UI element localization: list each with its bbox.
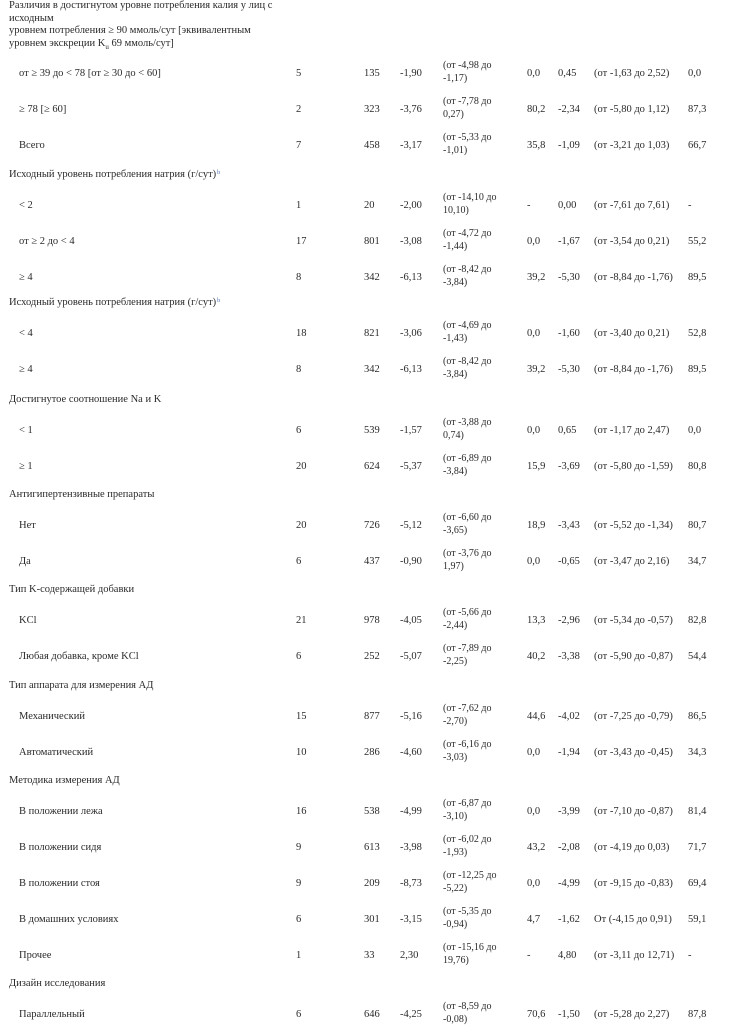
effect-value: 0,45: [558, 68, 577, 79]
studies-count: 1: [296, 950, 302, 961]
row-label: Параллельный: [19, 1009, 85, 1020]
mean-difference: -2,00: [400, 200, 422, 211]
ci-line: -3,84): [443, 465, 468, 477]
ci-line: (от -12,25 до: [443, 870, 497, 881]
last-value: 69,4: [688, 878, 707, 889]
heterogeneity-i2: 0,0: [527, 68, 541, 79]
mean-difference: -6,13: [400, 272, 422, 283]
ci-line: (от -7,89 до: [443, 643, 492, 654]
effect-value: -3,38: [558, 651, 580, 662]
last-value: 66,7: [688, 140, 707, 151]
ci-line: (от -6,87 до: [443, 798, 492, 809]
participants-count: 252: [364, 651, 380, 662]
ci-line: (от -6,16 до: [443, 739, 492, 750]
last-value: 34,3: [688, 747, 707, 758]
ci-line: (от -5,66 до: [443, 607, 492, 618]
ci-line: -3,10): [443, 810, 468, 822]
confidence-interval-2: (от -3,11 до 12,71): [594, 950, 675, 961]
last-value: -: [688, 950, 692, 961]
confidence-interval: [443, 417, 513, 442]
confidence-interval: [443, 96, 513, 121]
row-label: В домашних условиях: [19, 914, 119, 925]
ci-line: (от -4,72 до: [443, 228, 492, 239]
row-label: Нет: [19, 520, 36, 531]
effect-value: 0,00: [558, 200, 577, 211]
confidence-interval-2: (от -7,61 до 7,61): [594, 200, 670, 211]
effect-value: -2,96: [558, 615, 580, 626]
studies-count: 6: [296, 651, 302, 662]
row-label: < 1: [19, 425, 33, 436]
section-title: [9, 774, 120, 787]
confidence-interval-2: (от -3,40 до 0,21): [594, 328, 670, 339]
row-label: Автоматический: [19, 747, 94, 758]
effect-value: -2,34: [558, 104, 580, 115]
ci-line: (от -6,60 до: [443, 512, 492, 523]
heterogeneity-i2: 0,0: [527, 556, 541, 567]
section-title-text: Тип аппарата для измерения АД: [9, 680, 154, 691]
heterogeneity-i2: 80,2: [527, 104, 546, 115]
effect-value: -1,09: [558, 140, 580, 151]
studies-count: 21: [296, 615, 307, 626]
heterogeneity-i2: 13,3: [527, 615, 546, 626]
ci-line: -1,44): [443, 240, 468, 252]
row-label: В положении лежа: [19, 806, 103, 817]
row-label: ≥ 78 [≥ 60]: [19, 104, 67, 115]
mean-difference: -5,37: [400, 461, 422, 472]
ci-line: (от -8,42 до: [443, 356, 492, 367]
footnote-marker: b: [217, 298, 221, 304]
heterogeneity-i2: 39,2: [527, 364, 546, 375]
confidence-interval-2: (от -5,52 до -1,34): [594, 520, 673, 531]
mean-difference: -4,25: [400, 1009, 422, 1020]
row-label: < 4: [19, 328, 33, 339]
confidence-interval: [443, 60, 513, 85]
row-label: Любая добавка, кроме KCl: [19, 651, 139, 662]
effect-value: -1,62: [558, 914, 580, 925]
studies-count: 16: [296, 806, 307, 817]
participants-count: 624: [364, 461, 380, 472]
studies-count: 5: [296, 68, 302, 79]
ci-line: -1,43): [443, 332, 468, 344]
section-title: [9, 296, 220, 309]
confidence-interval: [443, 906, 513, 931]
row-label: Прочее: [19, 950, 52, 961]
mean-difference: -4,99: [400, 806, 422, 817]
table-row: [0, 226, 739, 256]
participants-count: 458: [364, 140, 380, 151]
effect-value: -3,99: [558, 806, 580, 817]
studies-count: 7: [296, 140, 302, 151]
participants-count: 437: [364, 556, 380, 567]
row-label: от ≥ 39 до < 78 [от ≥ 30 до < 60]: [19, 68, 161, 79]
heterogeneity-i2: 35,8: [527, 140, 546, 151]
confidence-interval-2: (от -5,80 до 1,12): [594, 104, 670, 115]
effect-value: -1,67: [558, 236, 580, 247]
heterogeneity-i2: 43,2: [527, 842, 546, 853]
heterogeneity-i2: -: [527, 950, 531, 961]
effect-value: 0,65: [558, 425, 577, 436]
studies-count: 10: [296, 747, 307, 758]
confidence-interval-2: (от -7,10 до -0,87): [594, 806, 673, 817]
effect-value: -0,65: [558, 556, 580, 567]
studies-count: 15: [296, 711, 307, 722]
studies-count: 8: [296, 272, 302, 283]
last-value: 82,8: [688, 615, 707, 626]
participants-count: 539: [364, 425, 380, 436]
section-title: [9, 488, 154, 501]
section-title-text: Дизайн исследования: [9, 978, 106, 989]
confidence-interval: [443, 870, 513, 895]
studies-count: 6: [296, 425, 302, 436]
mean-difference: -5,12: [400, 520, 422, 531]
confidence-interval: [443, 643, 513, 668]
effect-value: -1,94: [558, 747, 580, 758]
row-label: ≥ 4: [19, 364, 33, 375]
heterogeneity-i2: 0,0: [527, 328, 541, 339]
last-value: 80,7: [688, 520, 707, 531]
section-title-text: Методика измерения АД: [9, 775, 120, 786]
last-value: 52,8: [688, 328, 707, 339]
mean-difference: -8,73: [400, 878, 422, 889]
row-label: В положении сидя: [19, 842, 102, 853]
studies-count: 2: [296, 104, 302, 115]
studies-count: 6: [296, 1009, 302, 1020]
row-label: < 2: [19, 200, 33, 211]
confidence-interval-2: (от -8,84 до -1,76): [594, 364, 673, 375]
table-row: [0, 868, 739, 898]
last-value: 59,1: [688, 914, 707, 925]
studies-count: 20: [296, 461, 307, 472]
studies-count: 6: [296, 914, 302, 925]
ci-line: -1,17): [443, 72, 468, 84]
heterogeneity-i2: 0,0: [527, 747, 541, 758]
ci-line: (от -6,89 до: [443, 453, 492, 464]
table-row: [0, 796, 739, 826]
table-row: [0, 130, 739, 160]
confidence-interval-2: (от -3,47 до 2,16): [594, 556, 670, 567]
row-label: ≥ 4: [19, 272, 33, 283]
section-title: [9, 977, 105, 990]
confidence-interval: [443, 453, 513, 478]
table-row: [0, 546, 739, 576]
confidence-interval: [443, 512, 513, 537]
participants-count: 286: [364, 747, 380, 758]
table-row: [0, 701, 739, 731]
header-line: уровнем экскреции $K_u$ 69 ммоль/сут]: [9, 37, 174, 51]
heterogeneity-i2: 18,9: [527, 520, 546, 531]
ci-line: 0,27): [443, 108, 464, 120]
mean-difference: -3,76: [400, 104, 422, 115]
table-row: [0, 94, 739, 124]
table-row: [0, 737, 739, 767]
ci-line: (от -8,59 до: [443, 1001, 492, 1012]
ci-line: (от -3,76 до: [443, 548, 492, 559]
confidence-interval: [443, 1001, 513, 1026]
ci-line: -3,65): [443, 524, 468, 536]
section-title: [9, 679, 153, 692]
confidence-interval: [443, 548, 513, 573]
ci-line: -3,84): [443, 276, 468, 288]
last-value: 54,4: [688, 651, 707, 662]
table-subgroup-header: [9, 0, 309, 53]
participants-count: 342: [364, 272, 380, 283]
effect-value: -4,02: [558, 711, 580, 722]
effect-value: -5,30: [558, 272, 580, 283]
last-value: 81,4: [688, 806, 707, 817]
table-row: [0, 999, 739, 1029]
effect-value: -3,43: [558, 520, 580, 531]
ci-line: -3,03): [443, 751, 468, 763]
heterogeneity-i2: 70,6: [527, 1009, 546, 1020]
confidence-interval-2: (от -3,21 до 1,03): [594, 140, 670, 151]
confidence-interval: [443, 192, 513, 217]
confidence-interval: [443, 834, 513, 859]
ci-line: -3,84): [443, 368, 468, 380]
last-value: 86,5: [688, 711, 707, 722]
studies-count: 1: [296, 200, 302, 211]
footnote-marker: b: [217, 170, 221, 176]
confidence-interval: [443, 703, 513, 728]
confidence-interval: [443, 356, 513, 381]
last-value: 71,7: [688, 842, 707, 853]
mean-difference: 2,30: [400, 950, 419, 961]
confidence-interval: [443, 320, 513, 345]
ci-line: -5,22): [443, 882, 468, 894]
section-title-text: Исходный уровень потребления натрия (г/сут): [9, 297, 217, 308]
table-row: [0, 190, 739, 220]
participants-count: 613: [364, 842, 380, 853]
participants-count: 978: [364, 615, 380, 626]
header-line: исходным: [9, 12, 54, 24]
table-row: [0, 318, 739, 348]
ci-line: -2,44): [443, 619, 468, 631]
participants-count: 135: [364, 68, 380, 79]
mean-difference: -3,17: [400, 140, 422, 151]
row-label: от ≥ 2 до < 4: [19, 236, 75, 247]
mean-difference: -3,15: [400, 914, 422, 925]
confidence-interval: [443, 607, 513, 632]
row-label: В положении стоя: [19, 878, 100, 889]
ci-line: -2,70): [443, 715, 468, 727]
section-title: [9, 583, 134, 596]
effect-value: -2,08: [558, 842, 580, 853]
confidence-interval-2: (от -5,28 до 2,27): [594, 1009, 670, 1020]
confidence-interval: [443, 264, 513, 289]
ci-line: -1,01): [443, 144, 468, 156]
studies-count: 20: [296, 520, 307, 531]
mean-difference: -4,60: [400, 747, 422, 758]
table-row: [0, 605, 739, 635]
participants-count: 342: [364, 364, 380, 375]
ci-line: (от -4,98 до: [443, 60, 492, 71]
ci-line: (от -4,69 до: [443, 320, 492, 331]
effect-value: -1,50: [558, 1009, 580, 1020]
confidence-interval-2: (от -5,34 до -0,57): [594, 615, 673, 626]
section-title: [9, 168, 220, 181]
ci-line: (от -7,62 до: [443, 703, 492, 714]
header-line: Различия в достигнутом уровне потребления калия у лиц с: [9, 0, 273, 11]
confidence-interval: [443, 942, 513, 967]
participants-count: 821: [364, 328, 380, 339]
ci-line: (от -5,35 до: [443, 906, 492, 917]
confidence-interval-2: (от -3,43 до -0,45): [594, 747, 673, 758]
heterogeneity-i2: 0,0: [527, 425, 541, 436]
section-title-text: Достигнутое соотношение Na и K: [9, 394, 162, 405]
participants-count: 209: [364, 878, 380, 889]
mean-difference: -1,57: [400, 425, 422, 436]
ci-line: -0,94): [443, 918, 468, 930]
table-row: [0, 354, 739, 384]
ci-line: -0,08): [443, 1013, 468, 1025]
heterogeneity-i2: 4,7: [527, 914, 541, 925]
studies-count: 9: [296, 842, 302, 853]
effect-value: -5,30: [558, 364, 580, 375]
section-title-text: Тип K-содержащей добавки: [9, 584, 135, 595]
effect-value: 4,80: [558, 950, 577, 961]
heterogeneity-i2: 44,6: [527, 711, 546, 722]
effect-value: -4,99: [558, 878, 580, 889]
studies-count: 18: [296, 328, 307, 339]
ci-line: (от -14,10 до: [443, 192, 497, 203]
row-label: Всего: [19, 140, 45, 151]
table-row: [0, 415, 739, 445]
ci-line: 0,74): [443, 429, 464, 441]
table-row: [0, 940, 739, 970]
table-row: [0, 510, 739, 540]
ci-line: (от -8,42 до: [443, 264, 492, 275]
confidence-interval: [443, 798, 513, 823]
last-value: 0,0: [688, 68, 702, 79]
confidence-interval: [443, 132, 513, 157]
heterogeneity-i2: 0,0: [527, 236, 541, 247]
last-value: 80,8: [688, 461, 707, 472]
row-label: ≥ 1: [19, 461, 33, 472]
heterogeneity-i2: 0,0: [527, 878, 541, 889]
header-line: уровнем потребления ≥ 90 ммоль/сут [эквивалентным: [9, 25, 251, 36]
confidence-interval-2: (от -5,80 до -1,59): [594, 461, 673, 472]
confidence-interval-2: (от -5,90 до -0,87): [594, 651, 673, 662]
confidence-interval: [443, 228, 513, 253]
participants-count: 301: [364, 914, 380, 925]
last-value: 55,2: [688, 236, 707, 247]
ci-line: 19,76): [443, 954, 469, 966]
ci-line: 10,10): [443, 204, 469, 216]
row-label: KCl: [19, 615, 37, 626]
heterogeneity-i2: 0,0: [527, 806, 541, 817]
confidence-interval-2: (от -7,25 до -0,79): [594, 711, 673, 722]
participants-count: 323: [364, 104, 380, 115]
studies-count: 8: [296, 364, 302, 375]
participants-count: 726: [364, 520, 380, 531]
heterogeneity-i2: 40,2: [527, 651, 546, 662]
ci-line: (от -6,02 до: [443, 834, 492, 845]
heterogeneity-i2: -: [527, 200, 531, 211]
mean-difference: -3,08: [400, 236, 422, 247]
table-row: [0, 832, 739, 862]
confidence-interval-2: (от -1,63 до 2,52): [594, 68, 670, 79]
participants-count: 801: [364, 236, 380, 247]
table-row: [0, 451, 739, 481]
confidence-interval-2: (от -9,15 до -0,83): [594, 878, 673, 889]
ci-line: 1,97): [443, 560, 464, 572]
mean-difference: -5,16: [400, 711, 422, 722]
mean-difference: -4,05: [400, 615, 422, 626]
confidence-interval-2: От (-4,15 до 0,91): [594, 914, 672, 925]
confidence-interval: [443, 739, 513, 764]
table-row: [0, 58, 739, 88]
ci-line: -1,93): [443, 846, 468, 858]
mean-difference: -1,90: [400, 68, 422, 79]
participants-count: 646: [364, 1009, 380, 1020]
ci-line: (от -5,33 до: [443, 132, 492, 143]
section-title: [9, 393, 161, 406]
mean-difference: -6,13: [400, 364, 422, 375]
row-label: Да: [19, 556, 31, 567]
last-value: 0,0: [688, 425, 702, 436]
studies-count: 6: [296, 556, 302, 567]
last-value: 89,5: [688, 272, 707, 283]
confidence-interval-2: (от -8,84 до -1,76): [594, 272, 673, 283]
table-row: [0, 641, 739, 671]
studies-count: 9: [296, 878, 302, 889]
participants-count: 538: [364, 806, 380, 817]
mean-difference: -3,06: [400, 328, 422, 339]
last-value: 34,7: [688, 556, 707, 567]
last-value: -: [688, 200, 692, 211]
heterogeneity-i2: 15,9: [527, 461, 546, 472]
participants-count: 877: [364, 711, 380, 722]
ci-line: (от -3,88 до: [443, 417, 492, 428]
mean-difference: -3,98: [400, 842, 422, 853]
last-value: 89,5: [688, 364, 707, 375]
studies-count: 17: [296, 236, 307, 247]
section-title-text: Антигипертензивные препараты: [9, 489, 155, 500]
ci-line: (от -7,78 до: [443, 96, 492, 107]
row-label: Механический: [19, 711, 85, 722]
effect-value: -1,60: [558, 328, 580, 339]
participants-count: 33: [364, 950, 375, 961]
mean-difference: -0,90: [400, 556, 422, 567]
last-value: 87,3: [688, 104, 707, 115]
participants-count: 20: [364, 200, 375, 211]
last-value: 87,8: [688, 1009, 707, 1020]
effect-value: -3,69: [558, 461, 580, 472]
confidence-interval-2: (от -4,19 до 0,03): [594, 842, 670, 853]
mean-difference: -5,07: [400, 651, 422, 662]
ci-line: (от -15,16 до: [443, 942, 497, 953]
table-row: [0, 262, 739, 292]
confidence-interval-2: (от -1,17 до 2,47): [594, 425, 670, 436]
table-row: [0, 904, 739, 934]
header-subscript: u: [105, 42, 109, 51]
section-title-text: Исходный уровень потребления натрия (г/сут): [9, 169, 217, 180]
ci-line: -2,25): [443, 655, 468, 667]
confidence-interval-2: (от -3,54 до 0,21): [594, 236, 670, 247]
heterogeneity-i2: 39,2: [527, 272, 546, 283]
